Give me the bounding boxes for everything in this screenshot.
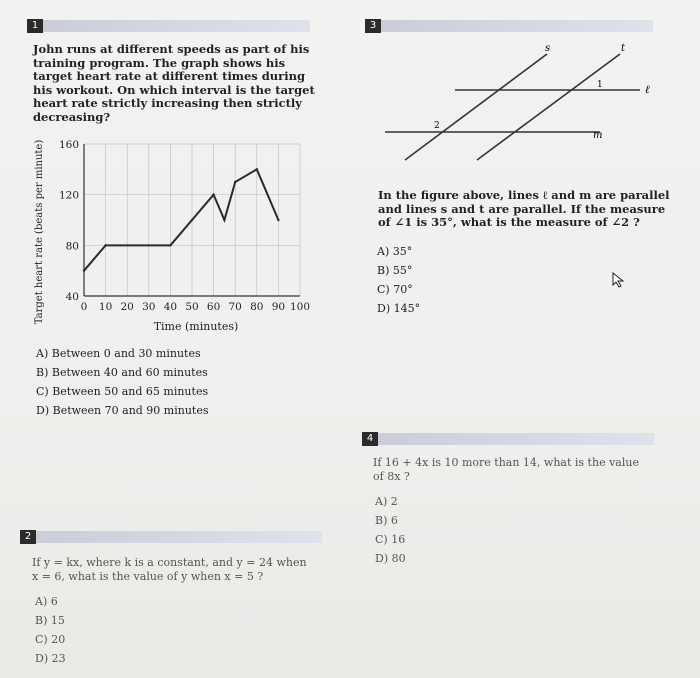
question-2-choices [35,592,66,668]
question-4-choice-c[interactable]: C) 16 [375,533,406,546]
x-tick-label: 100 [289,301,311,313]
label-angle-1: 1 [597,80,603,90]
question-4-choice-b[interactable]: B) 6 [375,514,398,527]
label-angle-2: 2 [434,121,440,131]
x-tick-label: 30 [142,301,156,313]
mouse-cursor-icon [612,272,626,288]
question-4-number-badge: 4 [362,432,378,446]
y-tick-label: 120 [58,189,79,202]
label-t: t [621,43,626,54]
data-point [212,193,214,195]
heart-rate-line [84,169,278,270]
x-tick-labels [81,301,310,313]
question-1-choice-a[interactable]: A) Between 0 and 30 minutes [36,347,201,360]
question-1-choices [36,344,209,420]
x-tick-label: 10 [98,301,113,313]
label-s: s [545,43,551,54]
x-tick-label: 70 [228,301,242,313]
question-2-choice-a[interactable]: A) 6 [35,595,58,608]
question-3-choice-c[interactable]: C) 70° [377,283,413,296]
line-s [405,54,547,160]
y-tick-label: 160 [58,139,79,151]
question-2-number-badge: 2 [20,530,36,544]
question-2-choice-b[interactable]: B) 15 [35,614,65,627]
question-1-choice-c[interactable]: C) Between 50 and 65 minutes [36,385,209,398]
x-tick-label: 90 [271,301,286,313]
x-tick-label: 40 [163,301,178,313]
label-l: ℓ [645,83,650,96]
question-4-header-bar [362,433,654,445]
data-point [277,219,279,221]
y-tick-label: 40 [65,291,79,303]
question-1-header-bar [27,20,310,32]
data-point [223,219,225,221]
question-2-text: If y = kx, where k is a constant, and y = 24 when x = 6, what is the value of y when x = 5 ? [32,556,307,583]
x-tick-label: 50 [185,301,199,313]
question-2-header-bar [20,531,322,543]
question-3-choices [377,242,420,318]
question-4-text: If 16 + 4x is 10 more than 14, what is the value of 8x ? [373,456,639,483]
question-3-choice-b[interactable]: B) 55° [377,264,413,277]
question-2-choice-d[interactable]: D) 23 [35,652,66,665]
data-point [169,244,171,246]
y-tick-labels [59,139,79,303]
data-point [191,219,193,221]
question-1-number-badge: 1 [27,19,43,33]
question-4-choice-d[interactable]: D) 80 [375,552,406,565]
x-axis-label: Time (minutes) [153,320,239,333]
data-point [234,181,236,183]
question-4-choice-a[interactable]: A) 2 [375,495,398,508]
question-1-choice-b[interactable]: B) Between 40 and 60 minutes [36,366,208,379]
x-tick-label: 20 [120,301,134,313]
question-3-choice-a[interactable]: A) 35° [377,245,413,258]
x-tick-label: 0 [80,301,88,313]
question-1-text: John runs at different speeds as part of his training program. The graph shows his target heart rate at different times during his workout. On which interval is the target heart rate strictly increasing then strictly decreasing? [33,42,315,124]
data-point [104,244,106,246]
question-3-number-badge: 3 [365,19,381,33]
x-tick-label: 80 [250,301,264,313]
x-tick-label: 60 [206,301,221,313]
parallel-lines-figure [385,40,675,170]
question-3-choice-d[interactable]: D) 145° [377,302,421,315]
line-t [477,54,620,160]
y-axis-label: Target heart rate (beats per minute) [34,139,45,325]
question-3-text: In the figure above, lines ℓ and m are parallel and lines s and t are parallel. If the measure of ∠1 is 35°, what is the measure of ∠2 ? [378,188,670,229]
question-3-header-bar [365,20,653,32]
question-2-choice-c[interactable]: C) 20 [35,633,66,646]
heart-rate-chart [30,124,320,334]
question-1-choice-d[interactable]: D) Between 70 and 90 minutes [36,404,209,417]
data-point [83,269,85,271]
heart-rate-points [83,168,280,272]
label-m: m [593,130,603,141]
y-tick-label: 80 [65,240,79,253]
question-4-choices [375,492,406,568]
data-point [256,168,258,170]
